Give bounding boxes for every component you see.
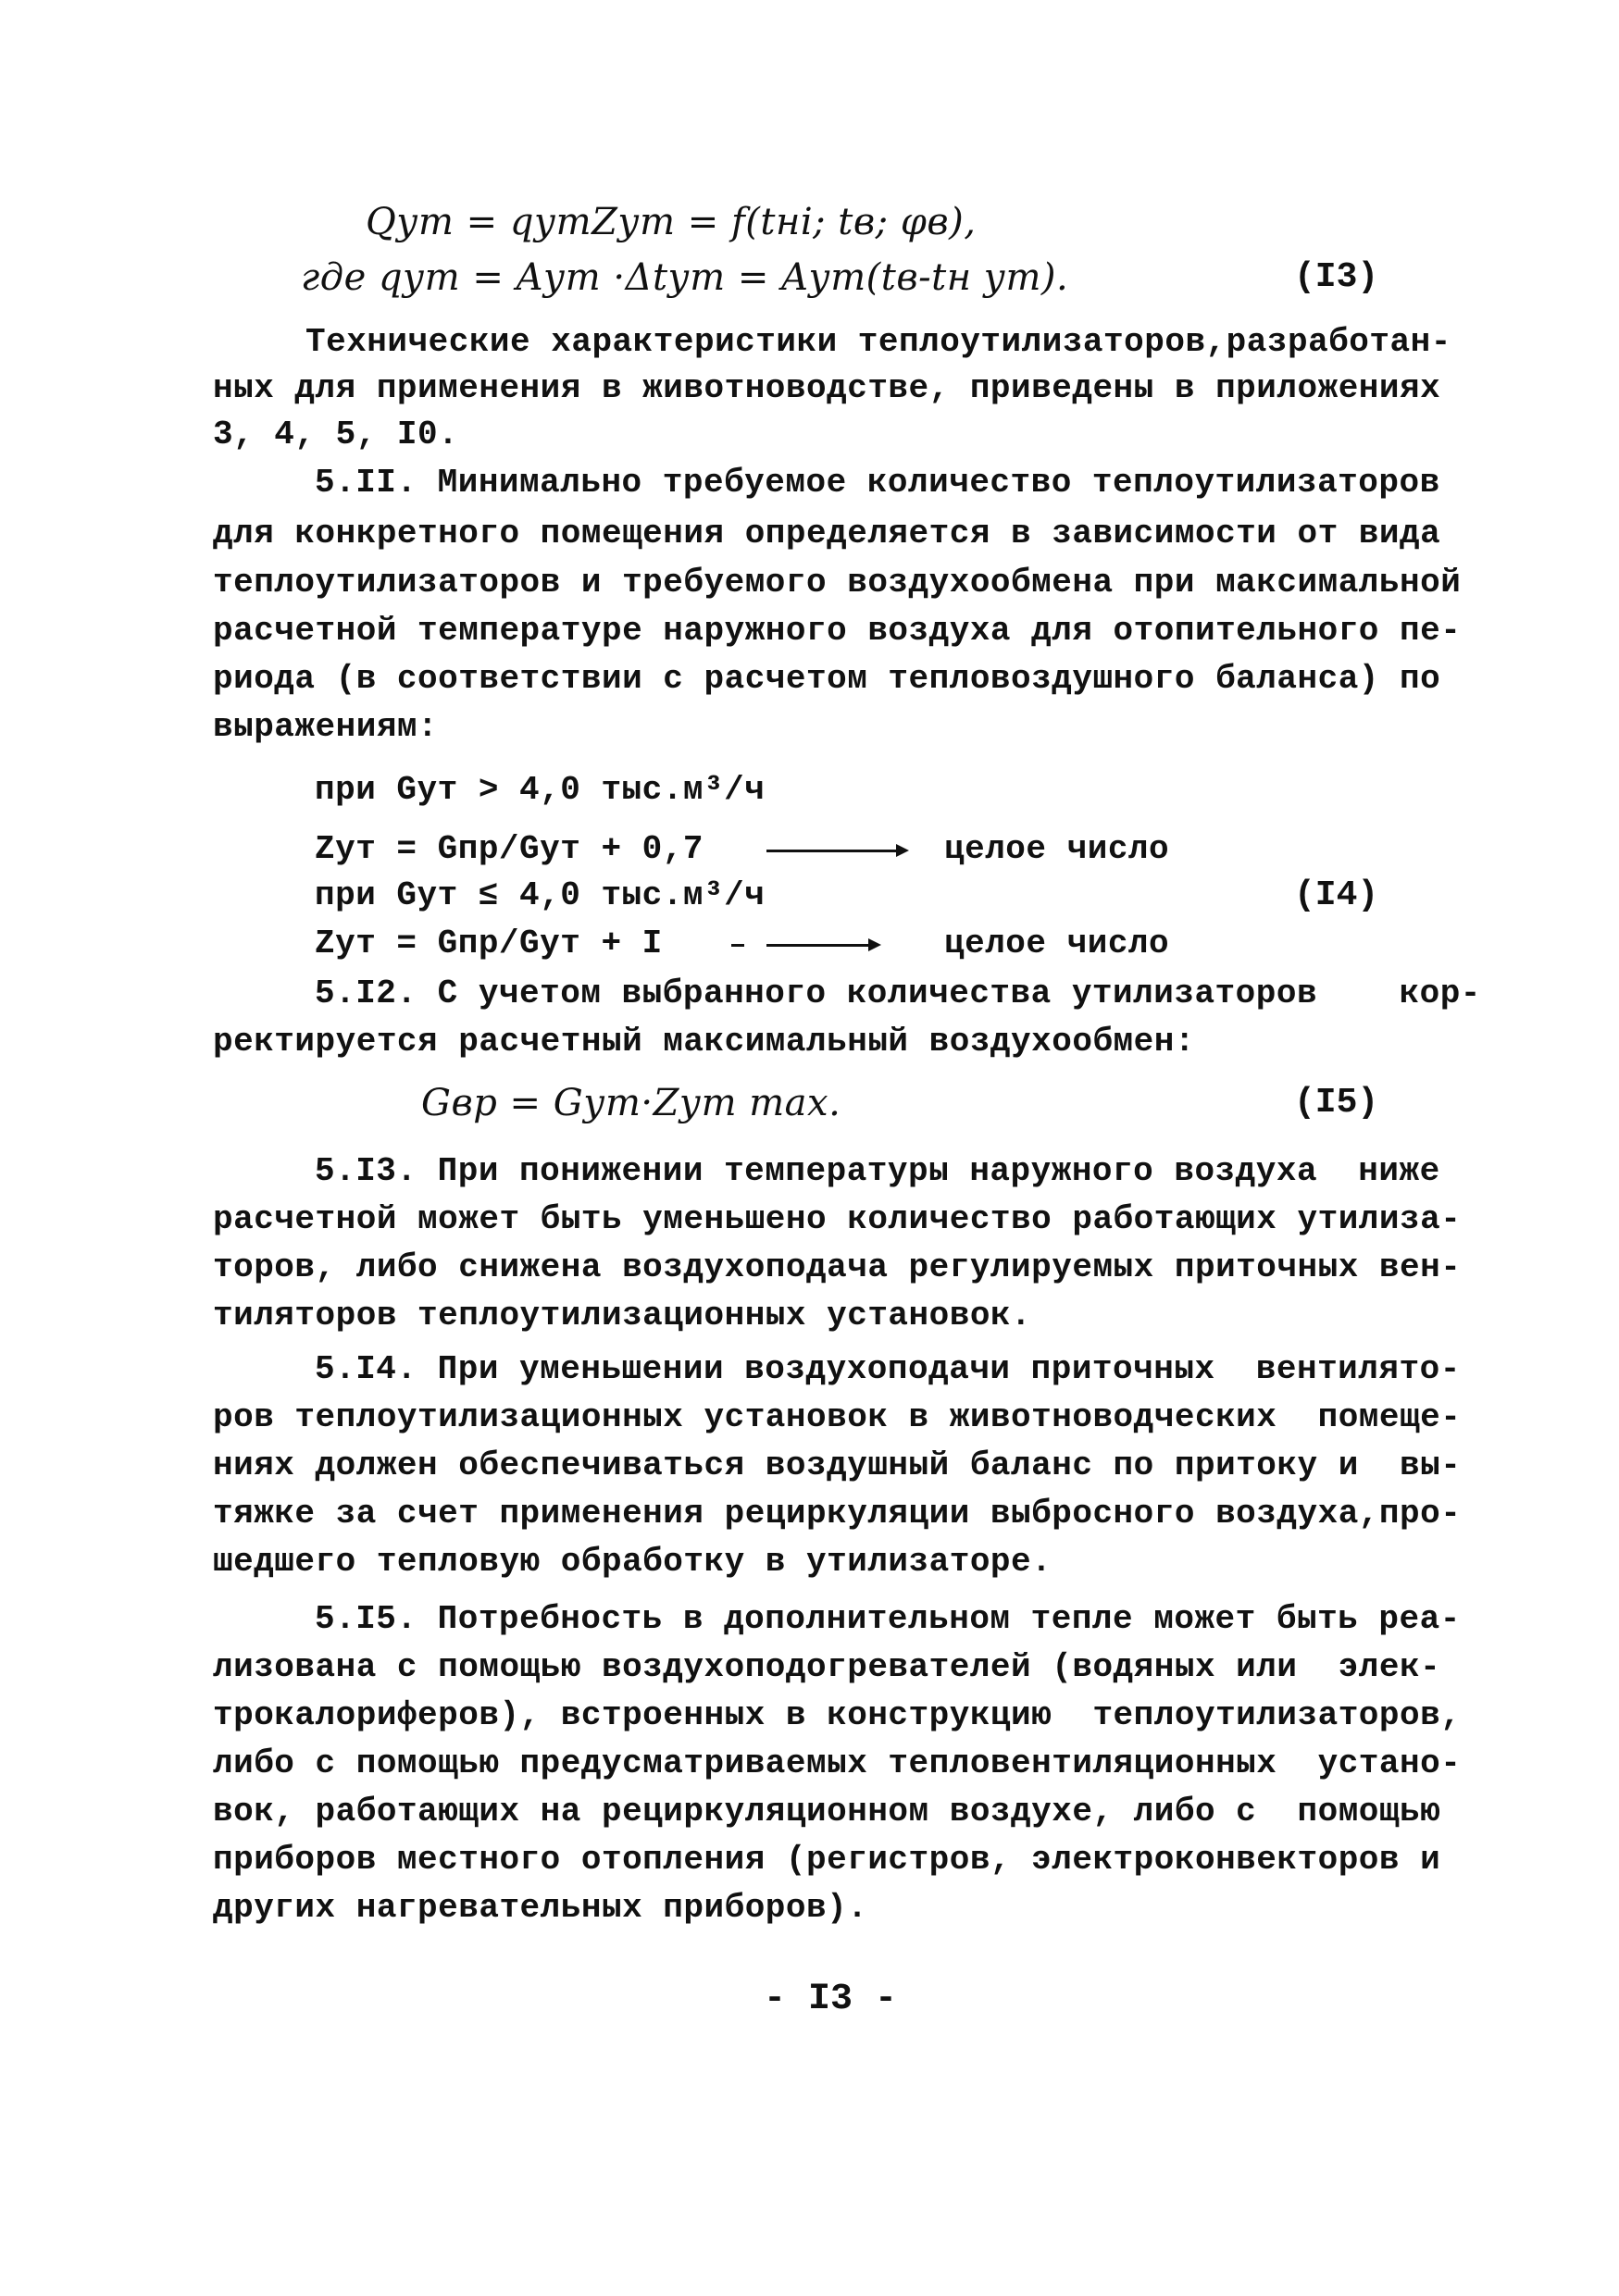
paragraph-line: 5.I5. Потребность в дополнительном тепле может быть реа-: [315, 1600, 1461, 1638]
paragraph-line: 5.I2. С учетом выбранного количества утилизаторов кор-: [315, 974, 1481, 1012]
paragraph-line: либо с помощью предусматриваемых тепловентиляционных устано-: [213, 1744, 1462, 1782]
paragraph-line: тяжке за счет применения рециркуляции выбросного воздуха,про-: [213, 1495, 1462, 1533]
paragraph-line: других нагревательных приборов).: [213, 1889, 868, 1927]
paragraph-line: 5.I4. При уменьшении воздухоподачи приточных вентилято-: [315, 1350, 1461, 1388]
paragraph-line: для конкретного помещения определяется в зависимости от вида: [213, 515, 1441, 552]
equation-14-formula-1: Zут = Gпр/Gут + 0,7: [315, 830, 704, 868]
paragraph-line: выражениям:: [213, 708, 439, 746]
equation-14-formula-2: Zут = Gпр/Gут + I: [315, 925, 663, 962]
dash-icon: [731, 944, 744, 947]
paragraph-line: приборов местного отопления (регистров, электроконвекторов и: [213, 1841, 1441, 1879]
equation-13-line-1: Qут = qутZут = f(tнi; tв; φв),: [366, 201, 977, 243]
paragraph-line: вок, работающих на рециркуляционном воздухе, либо с помощью: [213, 1793, 1441, 1831]
equation-15-formula: Gвр = Gут·Zут max.: [421, 1082, 841, 1124]
paragraph-line: ректируется расчетный максимальный воздухообмен:: [213, 1023, 1195, 1061]
paragraph-line: 5.II. Минимально требуемое количество теплоутилизаторов: [315, 464, 1440, 502]
equation-14-result-1: целое число: [944, 830, 1170, 868]
paragraph-line: лизована с помощью воздухоподогревателей (водяных или элек-: [213, 1648, 1441, 1686]
equation-14-result-2: целое число: [944, 925, 1170, 962]
paragraph-line: теплоутилизаторов и требуемого воздухообмена при максимальной: [213, 564, 1462, 602]
page-number: - I3 -: [764, 1979, 898, 2020]
paragraph-line: расчетной может быть уменьшено количество работающих утилиза-: [213, 1200, 1462, 1238]
arrow-icon: [766, 944, 878, 947]
equation-13-number: (I3): [1294, 257, 1379, 297]
paragraph-line: 5.I3. При понижении температуры наружного воздуха ниже: [315, 1152, 1440, 1190]
paragraph-line: 3, 4, 5, I0.: [213, 416, 459, 453]
equation-15-number: (I5): [1294, 1083, 1379, 1123]
paragraph-line: расчетной температуре наружного воздуха для отопительного пе-: [213, 612, 1462, 650]
paragraph-line: шедшего тепловую обработку в утилизаторе.: [213, 1543, 1052, 1581]
paragraph-line: тиляторов теплоутилизационных установок.: [213, 1297, 1032, 1334]
paragraph-line: трокалориферов), встроенных в конструкцию теплоутилизаторов,: [213, 1696, 1462, 1734]
equation-14-condition-2: при Gут ≤ 4,0 тыс.м³/ч: [315, 876, 766, 914]
equation-14-number: (I4): [1294, 875, 1379, 915]
equation-14-condition-1: при Gут > 4,0 тыс.м³/ч: [315, 771, 766, 809]
paragraph-line: ниях должен обеспечиваться воздушный баланс по притоку и вы-: [213, 1446, 1462, 1484]
equation-13-line-2: где qут = Aут ·Δtут = Aут(tв-tн ут).: [301, 256, 1069, 299]
paragraph-line: ров теплоутилизационных установок в животноводческих помеще-: [213, 1398, 1462, 1436]
paragraph-line: риода (в соответствии с расчетом тепловоздушного баланса) по: [213, 660, 1441, 698]
paragraph-line: ных для применения в животноводстве, приведены в приложениях: [213, 369, 1441, 407]
paragraph-line: Технические характеристики теплоутилизаторов,разработан-: [305, 323, 1451, 361]
arrow-icon: [766, 850, 905, 852]
paragraph-line: торов, либо снижена воздухоподача регулируемых приточных вен-: [213, 1248, 1462, 1286]
